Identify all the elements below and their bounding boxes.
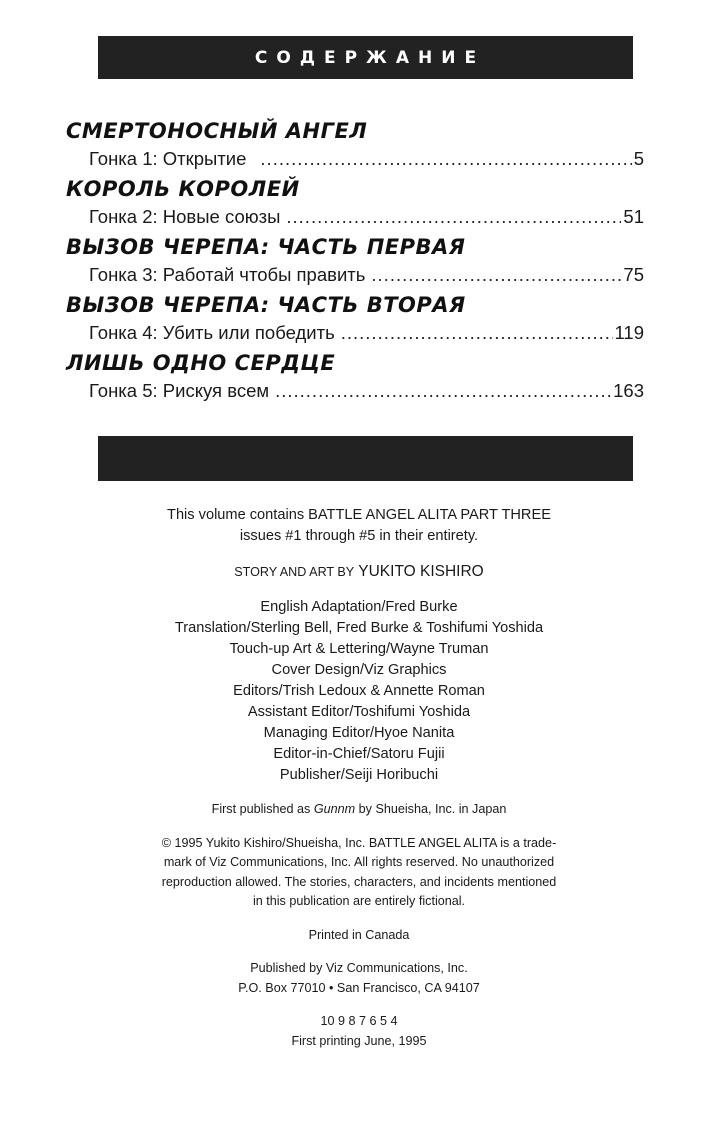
story-title: ЛИШЬ ОДНО СЕРДЦЕ	[66, 351, 336, 375]
story-label: STORY AND ART BY	[234, 565, 355, 579]
dot-leader	[371, 262, 621, 288]
copyright-line: mark of Viz Communications, Inc. All rights reserved. No unauthorized	[163, 855, 555, 869]
first-printing-line: First printing June, 1995	[291, 1033, 427, 1048]
first-published-line	[0, 800, 718, 820]
page-number: 163	[613, 380, 644, 401]
table-of-contents	[66, 116, 644, 406]
staff-list	[0, 597, 718, 786]
staff-line: English Adaptation/Fred Burke	[260, 599, 458, 615]
staff-line: Editors/Trish Ledoux & Annette Roman	[233, 683, 485, 699]
chapter-label: Гонка 1: Открытие	[89, 148, 247, 169]
credits-block	[0, 505, 718, 1051]
toc-entry	[66, 232, 644, 290]
volume-line: issues #1 through #5 in their entirety.	[239, 528, 479, 544]
chapter-label: Гонка 4: Убить или победить	[89, 322, 335, 343]
printing-numbers: 10 9 8 7 6 5 4	[320, 1014, 398, 1028]
toc-entry	[66, 174, 644, 232]
chapter-label: Гонка 5: Рискуя всем	[89, 380, 270, 401]
publisher-address: P.O. Box 77010 • San Francisco, CA 94107	[238, 980, 480, 995]
page-number: 5	[633, 148, 644, 169]
dot-leader	[260, 146, 631, 172]
author-name: YUKITO KISHIRO	[358, 563, 484, 580]
chapter-line	[66, 146, 644, 172]
copyright-line: in this publication are entirely fictional.	[252, 894, 466, 908]
page-number: 119	[614, 322, 644, 343]
chapter-label: Гонка 2: Новые союзы	[89, 206, 281, 227]
contents-title: СОДЕРЖАНИЕ	[254, 47, 486, 68]
first-published-prefix: First published as	[211, 802, 311, 816]
story-and-art-line	[0, 561, 718, 583]
copyright-line: © 1995 Yukito Kishiro/Shueisha, Inc. BATTLE ANGEL ALITA is a trade-	[161, 835, 557, 850]
toc-entry	[66, 116, 644, 174]
story-title: КОРОЛЬ КОРОЛЕЙ	[66, 177, 300, 201]
original-title: Gunnm	[313, 802, 356, 816]
publisher-line: Published by Viz Communications, Inc.	[250, 961, 468, 975]
dot-leader	[286, 204, 621, 230]
chapter-line	[66, 204, 644, 230]
chapter-line	[66, 262, 644, 288]
credits-divider-bar	[98, 436, 633, 481]
staff-line: Managing Editor/Hyoe Nanita	[263, 725, 455, 741]
chapter-label: Гонка 3: Работай чтобы править	[89, 264, 366, 285]
first-published-suffix: by Shueisha, Inc. in Japan	[358, 802, 507, 816]
copyright-line: reproduction allowed. The stories, characters, and incidents mentioned	[161, 874, 557, 889]
volume-line: This volume contains BATTLE ANGEL ALITA PART THREE	[167, 507, 551, 523]
dot-leader	[341, 320, 613, 346]
printed-in-line: Printed in Canada	[308, 927, 410, 942]
staff-line: Translation/Sterling Bell, Fred Burke & Toshifumi Yoshida	[174, 620, 544, 636]
toc-entry	[66, 348, 644, 406]
story-title: ВЫЗОВ ЧЕРЕПА: ЧАСТЬ ПЕРВАЯ	[66, 235, 466, 259]
dot-leader	[275, 378, 611, 404]
staff-line: Touch-up Art & Lettering/Wayne Truman	[229, 641, 489, 657]
story-title: СМЕРТОНОСНЫЙ АНГЕЛ	[66, 119, 368, 143]
contents-header-bar	[98, 36, 633, 79]
story-title: ВЫЗОВ ЧЕРЕПА: ЧАСТЬ ВТОРАЯ	[66, 293, 466, 317]
staff-line: Cover Design/Viz Graphics	[271, 662, 447, 678]
page-number: 51	[623, 206, 644, 227]
chapter-line	[66, 378, 644, 404]
toc-entry	[66, 290, 644, 348]
page-number: 75	[623, 264, 644, 285]
staff-line: Publisher/Seiji Horibuchi	[279, 767, 439, 783]
copyright-notice	[0, 834, 718, 912]
chapter-line	[66, 320, 644, 346]
staff-line: Editor-in-Chief/Satoru Fujii	[273, 746, 445, 762]
staff-line: Assistant Editor/Toshifumi Yoshida	[247, 704, 471, 720]
